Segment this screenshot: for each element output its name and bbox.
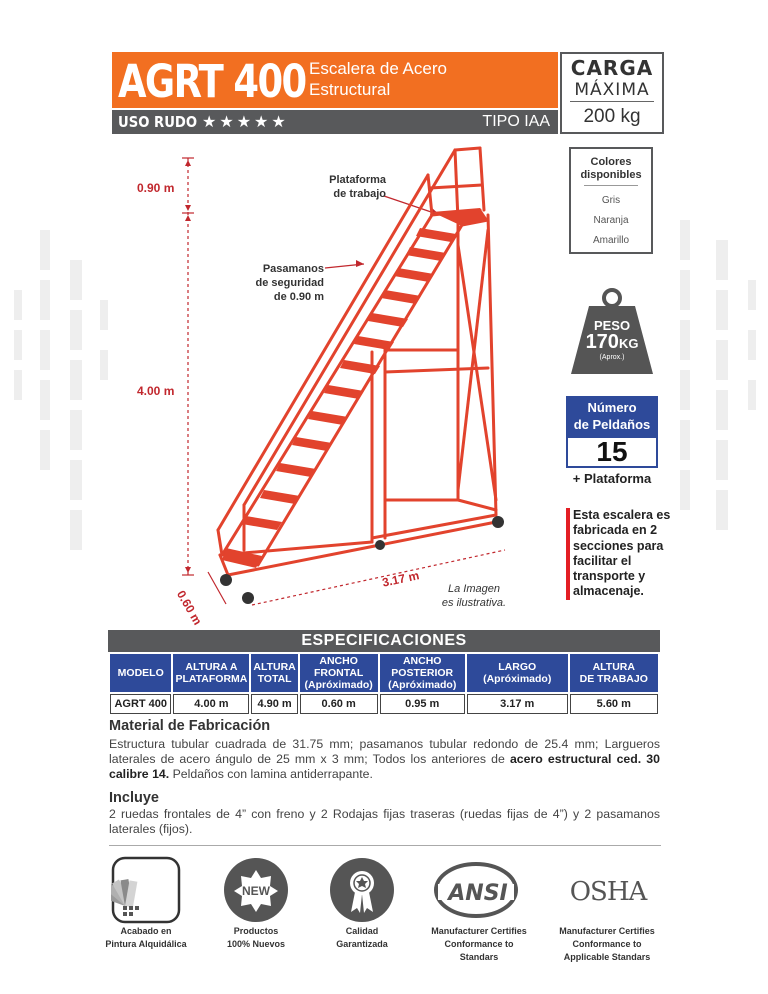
color-item: Amarillo <box>592 235 630 246</box>
badge-new <box>196 856 316 928</box>
colors-title-line-2: disponibles <box>580 169 642 181</box>
osha-text: OSHA <box>569 877 647 907</box>
callout-rail-line-1: Pasamanos <box>262 263 324 275</box>
sections-note: Esta escalera es fabricada en 2 secciones para facilitar el transporte y almacenaje. <box>573 508 671 599</box>
weight-label: PESO <box>593 318 631 333</box>
badge-caption-line: 100% Nuevos <box>226 939 286 949</box>
badge-quality <box>302 856 422 928</box>
illus-line-2: es ilustrativa. <box>441 597 507 609</box>
ansi-text: ANSI <box>448 881 508 906</box>
spec-header-total-height: ALTURA TOTAL <box>251 654 297 694</box>
colors-divider <box>584 185 638 186</box>
callout-handrail <box>230 262 324 304</box>
new-badge-text: NEW <box>242 884 270 898</box>
badge-ansi-caption <box>414 925 544 964</box>
illustrative-note <box>434 582 514 610</box>
color-item: Naranja <box>593 215 629 226</box>
illus-line-1: La Imagen <box>448 583 500 595</box>
callout-platform <box>300 173 386 201</box>
includes-title: Incluye <box>109 790 159 806</box>
callout-platform-line-2: de trabajo <box>333 188 386 200</box>
paint-swatch-icon <box>111 856 181 924</box>
material-text-part-2: Peldaños con lamina antiderrapante. <box>169 767 373 781</box>
description-line-2: Estructural <box>309 80 391 99</box>
weight-note: (Aprox.) <box>599 354 625 361</box>
specs-header-row <box>110 654 658 694</box>
max-load-line-2: MÁXIMA <box>570 80 654 102</box>
color-item: Gris <box>601 195 621 206</box>
spec-cell: 4.00 m <box>173 694 249 714</box>
badge-caption-line: Applicable Standars <box>563 952 651 962</box>
note-accent-bar <box>566 508 570 600</box>
spec-cell: 5.60 m <box>570 694 658 714</box>
specs-title: ESPECIFICACIONES <box>108 630 660 652</box>
badge-ansi <box>416 856 536 928</box>
rating-stars: ★★★★★ <box>202 112 289 131</box>
badge-caption-line: Acabado en <box>120 926 172 936</box>
new-badge-icon <box>221 856 291 924</box>
badge-osha-caption <box>542 925 672 964</box>
spec-header-model: MODELO <box>110 654 171 694</box>
steps-title-line-1: Número <box>587 400 637 415</box>
dim-platform-height: 4.00 m <box>137 384 175 398</box>
badge-caption-line: Calidad <box>345 926 379 936</box>
type-label: TIPO IAA <box>482 113 550 130</box>
material-text <box>109 737 660 782</box>
dim-depth: 0.60 m <box>173 588 205 628</box>
callout-platform-line-1: Plataforma <box>329 174 386 186</box>
spec-cell: 4.90 m <box>251 694 297 714</box>
badge-caption-line: Manufacturer Certifies <box>431 926 527 936</box>
weight-value-line <box>569 331 655 354</box>
steps-header <box>566 396 658 436</box>
colors-title-line-1: Colores <box>590 156 632 168</box>
includes-text: 2 ruedas frontales de 4” con freno y 2 Rodajas fijas traseras (ruedas fijas de 4”) y 2 pasamanos laterales (fijos). <box>109 807 660 836</box>
spec-cell: AGRT 400 <box>110 694 171 714</box>
colors-title <box>571 156 651 182</box>
badge-osha <box>548 856 668 928</box>
callout-rail-line-2: de seguridad <box>255 277 324 289</box>
spec-header-rear-width: ANCHO POSTERIOR (Apróximado) <box>380 654 465 694</box>
badge-paint <box>86 856 206 928</box>
osha-logo-icon <box>553 856 663 924</box>
badge-caption-line: Standars <box>459 952 499 962</box>
description-line-1: Escalera de Acero <box>309 59 447 78</box>
model-title: AGRT 400 <box>118 55 306 108</box>
callout-rail-line-3: de 0.90 m <box>273 291 324 303</box>
spec-header-length: LARGO (Apróximado) <box>467 654 568 694</box>
weight-unit: KG <box>618 336 639 351</box>
use-label: USO RUDO <box>118 113 198 131</box>
specs-table <box>108 654 660 714</box>
section-divider <box>109 845 661 846</box>
colors-available-box <box>569 147 653 254</box>
badge-caption-line: Pintura Alquidálica <box>105 939 187 949</box>
material-title: Material de Fabricación <box>109 718 271 734</box>
badge-caption-line: Conformance to <box>444 939 514 949</box>
steps-extra: + Plataforma <box>572 471 652 486</box>
quality-ribbon-icon <box>327 856 397 924</box>
badge-caption-line: Productos <box>233 926 279 936</box>
max-load-line-1: CARGA <box>570 56 654 80</box>
steps-count: 15 <box>566 436 658 468</box>
spec-cell: 3.17 m <box>467 694 568 714</box>
specs-data-row <box>110 694 658 714</box>
dim-length: 3.17 m <box>380 568 421 590</box>
spec-header-platform-height: ALTURA A PLATAFORMA <box>173 654 249 694</box>
badge-caption-line: Conformance to <box>572 939 642 949</box>
spec-cell: 0.60 m <box>300 694 378 714</box>
ansi-logo-icon <box>426 856 526 924</box>
material-text-part-1: Estructura tubular cuadrada de 31.75 mm; pasamanos tubular redondo de 25.4 mm; Largueros laterales de acero ángulo de 25 mm x 3 mm; Todos los anteriores de <box>109 737 660 766</box>
spec-header-front-width: ANCHO FRONTAL (Apróximado) <box>300 654 378 694</box>
badge-quality-caption <box>297 925 427 951</box>
badge-caption-line: Garantizada <box>336 939 388 949</box>
spec-header-working-height: ALTURA DE TRABAJO <box>570 654 658 694</box>
dim-top-height: 0.90 m <box>137 181 175 195</box>
material-text-bold: acero estructural ced. 30 calibre 14. <box>109 752 660 781</box>
badge-caption-line: Manufacturer Certifies <box>559 926 655 936</box>
weight-badge <box>569 286 655 374</box>
steps-title-line-2: de Peldaños <box>573 417 651 432</box>
max-load-value: 200 kg <box>583 106 641 127</box>
spec-cell: 0.95 m <box>380 694 465 714</box>
weight-value: 170 <box>585 331 619 353</box>
